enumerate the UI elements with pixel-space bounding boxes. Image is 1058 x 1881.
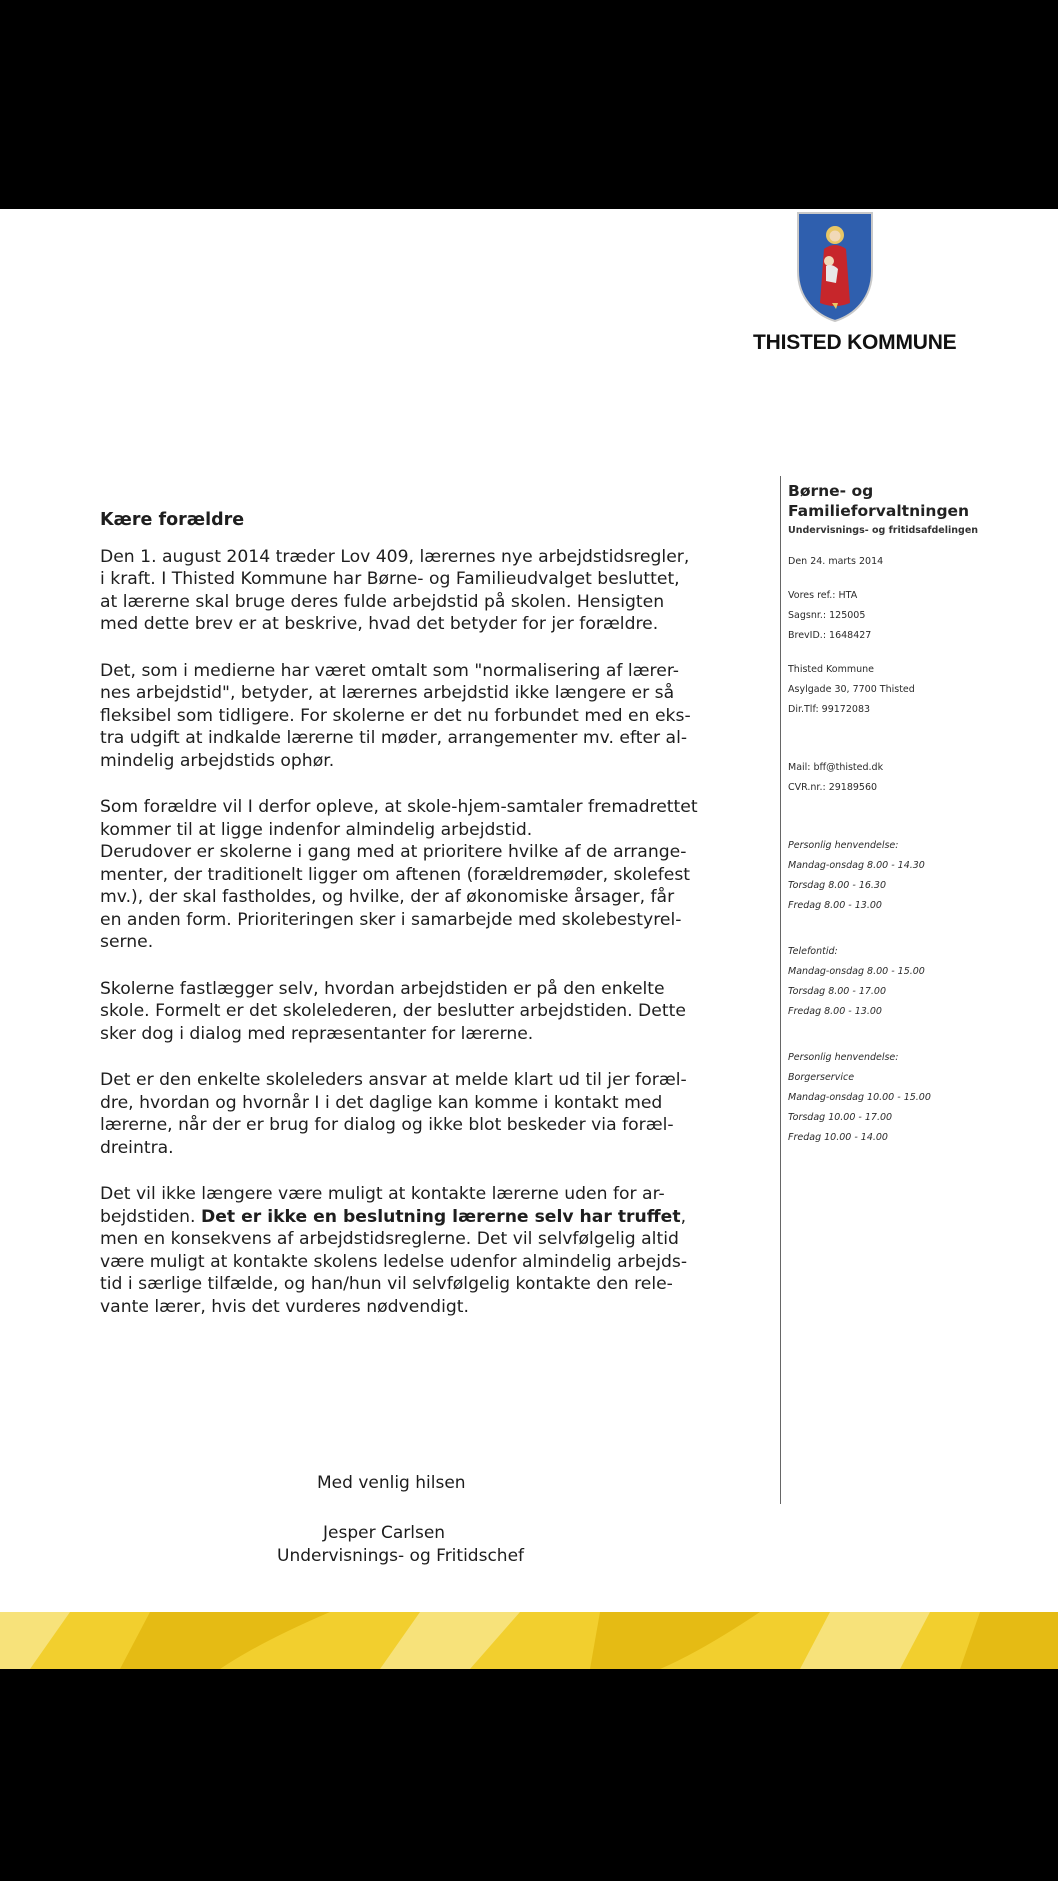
signer-name: Jesper Carlsen bbox=[323, 1523, 446, 1543]
hours-line: Torsdag 8.00 - 17.00 bbox=[788, 986, 887, 997]
signature-block bbox=[277, 1522, 524, 1568]
reference-group bbox=[788, 586, 1048, 646]
citizen-service-hours-group bbox=[788, 1048, 1048, 1148]
text-line: Skolerne fastlægger selv, hvordan arbejdstiden er på den enkelte bbox=[100, 978, 665, 999]
text-line: Det er den enkelte skoleleders ansvar at melde klart ud til jer foræl- bbox=[100, 1070, 687, 1090]
signer-title: Undervisnings- og Fritidschef bbox=[277, 1546, 525, 1566]
letter-date-group bbox=[788, 552, 1048, 572]
hours-line: Mandag-onsdag 8.00 - 15.00 bbox=[788, 966, 925, 977]
address-group bbox=[788, 660, 1048, 720]
department-title bbox=[788, 481, 1048, 521]
text-line bbox=[100, 1206, 765, 1229]
text-line: sker dog i dialog med repræsentanter for lærerne. bbox=[100, 1023, 534, 1044]
paragraph-4 bbox=[100, 978, 765, 1046]
hours-line: Torsdag 8.00 - 16.30 bbox=[788, 880, 887, 891]
text-line: Det vil ikke længere være muligt at kontakte lærerne uden for ar- bbox=[100, 1184, 665, 1204]
text-line: en anden form. Prioriteringen sker i samarbejde med skolebestyrel- bbox=[100, 909, 682, 930]
text-line: Derudover er skolerne i gang med at prioritere hvilke af de arrange- bbox=[100, 842, 687, 862]
text-line: menter, der traditionelt ligger om aftenen (forældremøder, skolefest bbox=[100, 864, 691, 885]
hours-line: Borgerservice bbox=[788, 1072, 855, 1083]
hours-line: Personlig henvendelse: bbox=[788, 840, 899, 851]
greeting: Kære forældre bbox=[100, 510, 245, 530]
contact-line: Mail: bff@thisted.dk bbox=[788, 762, 884, 773]
sidebar-divider bbox=[780, 476, 781, 1504]
hours-line: Mandag-onsdag 8.00 - 14.30 bbox=[788, 860, 925, 871]
paragraph-5 bbox=[100, 1069, 765, 1159]
text-line: mv.), der skal fastholdes, og hvilke, der af økonomiske årsager, får bbox=[100, 887, 675, 907]
text-line: tid i særlige tilfælde, og han/hun vil selvfølgelig kontakte den rele- bbox=[100, 1274, 673, 1294]
sidebar-info bbox=[782, 481, 1048, 1148]
address-line: Asylgade 30, 7700 Thisted bbox=[788, 684, 915, 695]
hours-line: Torsdag 10.00 - 17.00 bbox=[788, 1112, 893, 1123]
text-line: at lærerne skal bruge deres fulde arbejdstid på skolen. Hensigten bbox=[100, 591, 665, 612]
text-fragment: bejdstiden. bbox=[100, 1206, 201, 1227]
paragraph-2 bbox=[100, 660, 765, 773]
letter-page bbox=[0, 209, 1058, 1669]
coat-of-arms-icon bbox=[796, 211, 874, 323]
hours-line: Personlig henvendelse: bbox=[788, 1052, 899, 1063]
reference-line: BrevID.: 1648427 bbox=[788, 630, 872, 641]
hours-line: Fredag 8.00 - 13.00 bbox=[788, 1006, 882, 1017]
text-line: fleksibel som tidligere. For skolerne er det nu forbundet med en eks- bbox=[100, 705, 691, 726]
department-title-line: Børne- og bbox=[788, 482, 874, 500]
text-line: i kraft. I Thisted Kommune har Børne- og Familieudvalget besluttet, bbox=[100, 569, 680, 589]
address-line: Thisted Kommune bbox=[788, 664, 874, 675]
text-line: kommer til at ligge indenfor almindelig arbejdstid. bbox=[100, 819, 533, 840]
emphasis-text: Det er ikke en beslutning lærerne selv har truffet bbox=[200, 1206, 681, 1227]
text-line: Den 1. august 2014 træder Lov 409, lærernes nye arbejdstidsregler, bbox=[100, 546, 690, 567]
hours-line: Fredag 10.00 - 14.00 bbox=[788, 1132, 888, 1143]
text-line: Det, som i medierne har været omtalt som "normalisering af lærer- bbox=[100, 660, 679, 681]
text-line: nes arbejdstid", betyder, at lærernes arbejdstid ikke længere er så bbox=[100, 683, 675, 703]
paragraph-3 bbox=[100, 796, 765, 954]
text-line: tra udgift at indkalde lærerne til møder, arrangementer mv. efter al- bbox=[100, 728, 688, 748]
text-line: mindelig arbejdstids ophør. bbox=[100, 750, 335, 771]
letter-body bbox=[100, 509, 765, 1342]
text-line: være muligt at kontakte skolens ledelse udenfor almindelig arbejds- bbox=[100, 1251, 688, 1272]
hours-line: Mandag-onsdag 10.00 - 15.00 bbox=[788, 1092, 931, 1103]
text-line: dreintra. bbox=[100, 1137, 174, 1158]
text-line: dre, hvordan og hvornår I i det daglige kan komme i kontakt med bbox=[100, 1092, 663, 1113]
text-line: med dette brev er at beskrive, hvad det betyder for jer forældre. bbox=[100, 614, 659, 634]
contact-line: CVR.nr.: 29189560 bbox=[788, 782, 878, 793]
hours-line: Telefontid: bbox=[788, 946, 838, 957]
contact-group bbox=[788, 758, 1048, 798]
text-line: Som forældre vil I derfor opleve, at skole-hjem-samtaler fremadrettet bbox=[100, 797, 698, 817]
text-line: men en konsekvens af arbejdstidsreglerne. Det vil selvfølgelig altid bbox=[100, 1229, 679, 1249]
personal-hours-group bbox=[788, 836, 1048, 916]
footer-band bbox=[0, 1612, 1058, 1669]
address-line: Dir.Tlf: 99172083 bbox=[788, 704, 871, 715]
reference-line: Vores ref.: HTA bbox=[788, 590, 858, 601]
phone-hours-group bbox=[788, 942, 1048, 1022]
text-line: skole. Formelt er det skolelederen, der beslutter arbejdstiden. Dette bbox=[100, 1001, 686, 1021]
paragraph-6 bbox=[100, 1183, 765, 1318]
text-line: lærerne, når der er brug for dialog og ikke blot beskeder via foræl- bbox=[100, 1115, 674, 1135]
letter-date: Den 24. marts 2014 bbox=[788, 556, 884, 567]
text-line: serne. bbox=[100, 932, 154, 952]
text-fragment: , bbox=[680, 1206, 687, 1227]
closing: Med venlig hilsen bbox=[317, 1473, 466, 1493]
paragraph-1 bbox=[100, 546, 765, 636]
department-title-line: Familieforvaltningen bbox=[788, 502, 970, 520]
organization-name: THISTED KOMMUNE bbox=[753, 331, 957, 354]
text-line: vante lærer, hvis det vurderes nødvendigt. bbox=[100, 1296, 469, 1317]
footer-pattern bbox=[0, 1612, 1058, 1669]
hours-line: Fredag 8.00 - 13.00 bbox=[788, 900, 882, 911]
reference-line: Sagsnr.: 125005 bbox=[788, 610, 866, 621]
department-subtitle: Undervisnings- og fritidsafdelingen bbox=[788, 525, 979, 536]
